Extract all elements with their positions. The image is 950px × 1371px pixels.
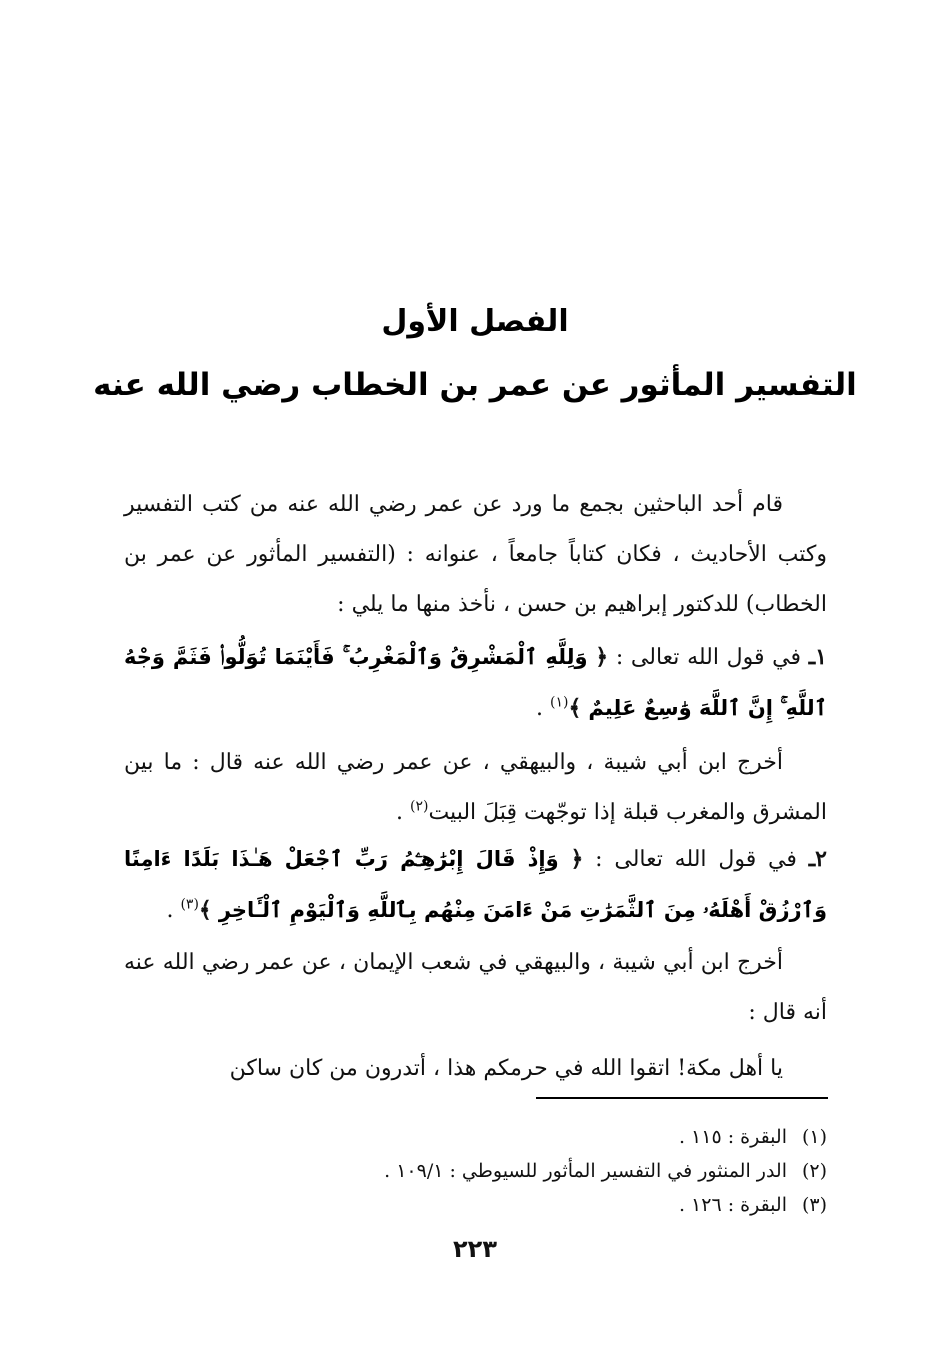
footnote-number: (١) (801, 1126, 827, 1148)
footnote-text: الدر المنثور في التفسير المأثور للسيوطي : ١٠٩/١ . (384, 1160, 787, 1182)
item-number: ١ـ (808, 644, 827, 670)
footnote-item (124, 1120, 827, 1154)
footnote-text: البقرة : ١٢٦ . (678, 1194, 787, 1216)
page-number: ٢٢٣ (453, 1235, 497, 1263)
footnotes-list (124, 1120, 827, 1222)
sentence-end: . (395, 800, 410, 825)
quran-item-1 (124, 632, 827, 734)
item-lead: في قول الله تعالى : (595, 847, 797, 872)
footnote-number: (٢) (801, 1160, 827, 1182)
sentence-end: . (536, 696, 551, 721)
paragraph-text: أخرج ابن أبي شيبة ، والبيهقي ، عن عمر رضي الله عنه قال : ما بين المشرق والمغرب قبلة إذا توجّهت قِبَلَ البيت (124, 750, 827, 825)
footnote-divider (536, 1097, 828, 1099)
ornate-bracket-open: ﴿ (595, 644, 609, 670)
footnote-ref: (٢) (409, 798, 429, 815)
footnote-ref: (١) (550, 694, 569, 711)
item-lead: في قول الله تعالى : (615, 645, 802, 670)
quran-verse: وَإِذْ قَالَ إِبْرَٰهِـۧمُ رَبِّ ٱجْعَلْ هَـٰذَا بَلَدًا ءَامِنًا وَٱرْزُقْ أَهْلَهُۥ مِنَ ٱلثَّمَرَٰتِ مَنْ ءَامَنَ مِنْهُم بِٱللَّهِ وَٱلْيَوْمِ ٱلْـَٔاخِرِ (124, 847, 827, 922)
footnote-ref: (٣) (180, 896, 199, 913)
intro-paragraph: قام أحد الباحثين بجمع ما ورد عن عمر رضي الله عنه من كتب التفسير وكتب الأحاديث ، فكان كتاباً جامعاً ، عنوانه : (التفسير المأثور عن عمر بن الخطاب) للدكتور إبراهيم بن حسن ، نأخذ منها ما يلي : (124, 492, 827, 617)
footnote-item (124, 1154, 827, 1188)
chapter-subtitle: التفسير المأثور عن عمر بن الخطاب رضي الله عنه (93, 367, 857, 403)
ornate-bracket-open: ﴿ (570, 846, 584, 872)
footnote-text: البقرة : ١١٥ . (678, 1126, 787, 1148)
sentence-end: . (166, 898, 181, 923)
hadith-paragraph-1 (124, 738, 827, 838)
hadith-paragraph-2: أخرج ابن أبي شيبة ، والبيهقي في شعب الإيمان ، عن عمر رضي الله عنه أنه قال : (124, 950, 827, 1025)
ornate-bracket-close: ﴾ (198, 897, 212, 923)
hadith-quote: يا أهل مكة! اتقوا الله في حرمكم هذا ، أتدرون من كان ساكن (229, 1056, 783, 1081)
footnote-item (124, 1188, 827, 1222)
chapter-title: الفصل الأول (381, 304, 569, 339)
ornate-bracket-close: ﴾ (568, 695, 582, 721)
item-number: ٢ـ (808, 846, 827, 872)
quran-verse: وَلِلَّهِ ٱلْمَشْرِقُ وَٱلْمَغْرِبُ ۚ فَأَيْنَمَا تُوَلُّوا۟ فَثَمَّ وَجْهُ ٱللَّهِ ۚ إِنَّ ٱللَّهَ وَٰسِعٌ عَلِيمٌ (124, 645, 827, 720)
footnote-number: (٣) (801, 1194, 827, 1216)
quran-item-2 (124, 834, 827, 936)
